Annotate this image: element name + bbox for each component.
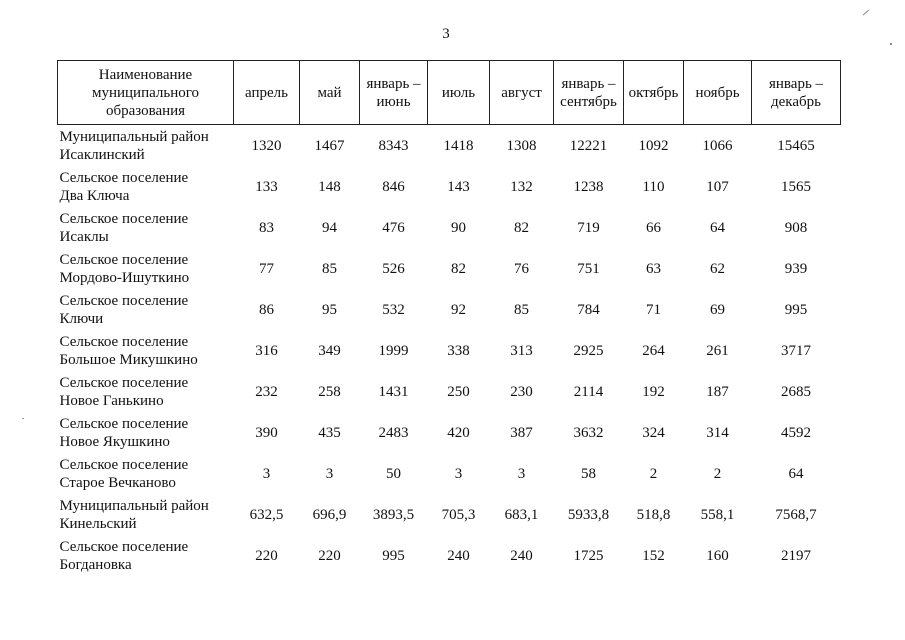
- value-cell: 2685: [781, 383, 811, 400]
- header-line: Наименование: [98, 66, 193, 83]
- header-line: муниципального: [91, 84, 200, 101]
- column-header-name: [58, 61, 234, 125]
- column-header-4: [428, 61, 490, 125]
- value-cell: 435: [318, 424, 341, 441]
- scan-dot-margin: [22, 418, 24, 419]
- value-cell: 1565: [781, 178, 811, 195]
- value-cell: 2483: [378, 424, 409, 441]
- row-name-line: Исаклинский: [59, 146, 145, 163]
- header-line: апрель: [245, 84, 288, 101]
- row-name-line: Муниципальный район: [59, 128, 209, 145]
- value-cell: 160: [706, 547, 729, 564]
- row-name-line: Сельское поселение: [59, 415, 189, 432]
- value-cell: 261: [706, 342, 729, 359]
- value-cell: 1092: [638, 137, 669, 154]
- row-name-line: Кинельский: [59, 515, 137, 532]
- value-cell: 1308: [506, 137, 537, 154]
- value-cell: 2197: [781, 547, 811, 564]
- row-name-cell: [58, 453, 234, 494]
- value-cell: 387: [510, 424, 533, 441]
- value-cell: 532: [382, 301, 405, 318]
- value-cell: 3: [454, 465, 463, 482]
- row-name-line: Новое Якушкино: [59, 433, 170, 450]
- table-row: [58, 371, 841, 412]
- value-cell: 324: [642, 424, 665, 441]
- value-cell: 784: [577, 301, 600, 318]
- column-header-7: [624, 61, 684, 125]
- value-cell: 349: [318, 342, 341, 359]
- row-name-line: Сельское поселение: [59, 374, 189, 391]
- value-cell: 240: [447, 547, 470, 564]
- value-cell: 63: [646, 260, 661, 277]
- value-cell: 4592: [781, 424, 811, 441]
- value-cell: 313: [510, 342, 533, 359]
- value-cell: 518,8: [636, 506, 671, 523]
- row-name-line: Сельское поселение: [59, 169, 189, 186]
- value-cell: 85: [514, 301, 529, 318]
- header-line: октябрь: [628, 84, 679, 101]
- value-cell: 846: [382, 178, 405, 195]
- value-cell: 240: [510, 547, 533, 564]
- value-cell: 69: [710, 301, 725, 318]
- value-cell: 3: [517, 465, 526, 482]
- value-cell: 3: [262, 465, 271, 482]
- row-name-line: Новое Ганькино: [59, 392, 164, 409]
- row-name-cell: [58, 330, 234, 371]
- value-cell: 995: [784, 301, 808, 318]
- value-cell: 85: [322, 260, 337, 277]
- value-cell: 148: [318, 178, 341, 195]
- value-cell: 526: [382, 260, 405, 277]
- value-cell: 12221: [569, 137, 608, 154]
- value-cell: 230: [510, 383, 533, 400]
- value-cell: 220: [318, 547, 341, 564]
- header-line: ноябрь: [695, 84, 740, 101]
- value-cell: 5933,8: [567, 506, 610, 523]
- column-header-2: [300, 61, 360, 125]
- page-number: 3: [442, 26, 450, 42]
- row-name-cell: [58, 248, 234, 289]
- value-cell: 8343: [378, 137, 409, 154]
- data-table: [57, 60, 841, 576]
- header-line: май: [317, 84, 342, 101]
- column-header-5: [490, 61, 554, 125]
- value-cell: 76: [514, 260, 529, 277]
- header-line: январь –: [366, 75, 421, 92]
- value-cell: 1999: [378, 342, 409, 359]
- table-body: [58, 125, 841, 577]
- column-header-9: [752, 61, 841, 125]
- value-cell: 2: [649, 465, 658, 482]
- row-name-cell: [58, 166, 234, 207]
- value-cell: 71: [646, 301, 661, 318]
- value-cell: 152: [642, 547, 665, 564]
- value-cell: 316: [255, 342, 278, 359]
- column-header-1: [234, 61, 300, 125]
- value-cell: 95: [322, 301, 337, 318]
- value-cell: 50: [386, 465, 401, 482]
- scan-dot: [890, 43, 892, 45]
- value-cell: 64: [788, 465, 804, 482]
- value-cell: 1431: [378, 383, 409, 400]
- row-name-cell: [58, 412, 234, 453]
- value-cell: 94: [322, 219, 337, 236]
- row-name-cell: [58, 494, 234, 535]
- row-name-line: Сельское поселение: [59, 292, 189, 309]
- value-cell: 132: [510, 178, 533, 195]
- table-row: [58, 289, 841, 330]
- row-name-line: Сельское поселение: [59, 538, 189, 555]
- header-line: январь –: [768, 75, 824, 92]
- row-name-line: Сельское поселение: [59, 333, 189, 350]
- row-name-line: Два Ключа: [59, 187, 130, 204]
- value-cell: 66: [646, 219, 661, 236]
- row-name-line: Сельское поселение: [59, 456, 189, 473]
- header-line: декабрь: [771, 93, 821, 110]
- value-cell: 187: [706, 383, 729, 400]
- value-cell: 1467: [314, 137, 345, 154]
- table-row: [58, 207, 841, 248]
- column-header-8: [684, 61, 752, 125]
- column-header-3: [360, 61, 428, 125]
- value-cell: 751: [577, 260, 600, 277]
- table-row: [58, 330, 841, 371]
- value-cell: 86: [259, 301, 274, 318]
- value-cell: 133: [255, 178, 278, 195]
- value-cell: 995: [382, 547, 405, 564]
- header-line: сентябрь: [560, 93, 617, 110]
- table-row: [58, 248, 841, 289]
- table-row: [58, 166, 841, 207]
- value-cell: 696,9: [312, 506, 347, 523]
- value-cell: 15465: [777, 137, 815, 154]
- value-cell: 250: [447, 383, 470, 400]
- value-cell: 3893,5: [372, 506, 415, 523]
- value-cell: 558,1: [700, 506, 735, 523]
- header-line: июнь: [376, 93, 411, 110]
- table-row: [58, 535, 841, 576]
- value-cell: 62: [710, 260, 725, 277]
- row-name-cell: [58, 125, 234, 167]
- row-name-line: Мордово-Ишуткино: [59, 269, 190, 286]
- row-name-line: Богдановка: [59, 556, 132, 573]
- row-name-line: Исаклы: [59, 228, 109, 245]
- value-cell: 2114: [573, 383, 604, 400]
- table-header-row: [58, 61, 841, 125]
- row-name-line: Сельское поселение: [59, 210, 189, 227]
- value-cell: 1725: [573, 547, 604, 564]
- row-name-line: Сельское поселение: [59, 251, 189, 268]
- value-cell: 1320: [251, 137, 282, 154]
- row-name-line: Старое Вечканово: [59, 474, 176, 491]
- value-cell: 390: [255, 424, 278, 441]
- value-cell: 338: [447, 342, 470, 359]
- value-cell: 314: [706, 424, 729, 441]
- value-cell: 143: [447, 178, 470, 195]
- table-row: [58, 494, 841, 535]
- value-cell: 476: [382, 219, 405, 236]
- row-name-line: Большое Микушкино: [59, 351, 198, 368]
- scan-mark: [863, 10, 870, 16]
- value-cell: 58: [581, 465, 596, 482]
- row-name-cell: [58, 371, 234, 412]
- row-name-line: Ключи: [59, 310, 104, 327]
- value-cell: 1238: [573, 178, 604, 195]
- table-row: [58, 453, 841, 494]
- value-cell: 220: [255, 547, 278, 564]
- value-cell: 110: [642, 178, 665, 195]
- row-name-cell: [58, 289, 234, 330]
- value-cell: 90: [451, 219, 466, 236]
- table-row: [58, 125, 841, 167]
- value-cell: 64: [710, 219, 725, 236]
- value-cell: 3632: [573, 424, 604, 441]
- value-cell: 2: [713, 465, 722, 482]
- value-cell: 939: [784, 260, 808, 277]
- value-cell: 3717: [781, 342, 811, 359]
- value-cell: 420: [447, 424, 470, 441]
- header-line: образования: [105, 102, 186, 119]
- row-name-cell: [58, 207, 234, 248]
- value-cell: 3: [325, 465, 334, 482]
- value-cell: 92: [451, 301, 466, 318]
- row-name-line: Муниципальный район: [59, 497, 209, 514]
- value-cell: 2925: [573, 342, 604, 359]
- table-row: [58, 412, 841, 453]
- value-cell: 82: [451, 260, 466, 277]
- value-cell: 705,3: [441, 506, 476, 523]
- value-cell: 1066: [702, 137, 733, 154]
- value-cell: 908: [784, 219, 808, 236]
- value-cell: 232: [255, 383, 278, 400]
- value-cell: 683,1: [504, 506, 539, 523]
- header-line: август: [501, 84, 542, 101]
- value-cell: 719: [577, 219, 600, 236]
- value-cell: 83: [259, 219, 274, 236]
- value-cell: 1418: [443, 137, 474, 154]
- value-cell: 632,5: [249, 506, 284, 523]
- value-cell: 107: [706, 178, 729, 195]
- header-line: январь –: [561, 75, 616, 92]
- row-name-cell: [58, 535, 234, 576]
- value-cell: 77: [259, 260, 274, 277]
- column-header-6: [554, 61, 624, 125]
- value-cell: 82: [514, 219, 529, 236]
- value-cell: 192: [642, 383, 665, 400]
- value-cell: 258: [318, 383, 341, 400]
- header-line: июль: [441, 84, 476, 101]
- value-cell: 7568,7: [775, 506, 817, 523]
- value-cell: 264: [642, 342, 665, 359]
